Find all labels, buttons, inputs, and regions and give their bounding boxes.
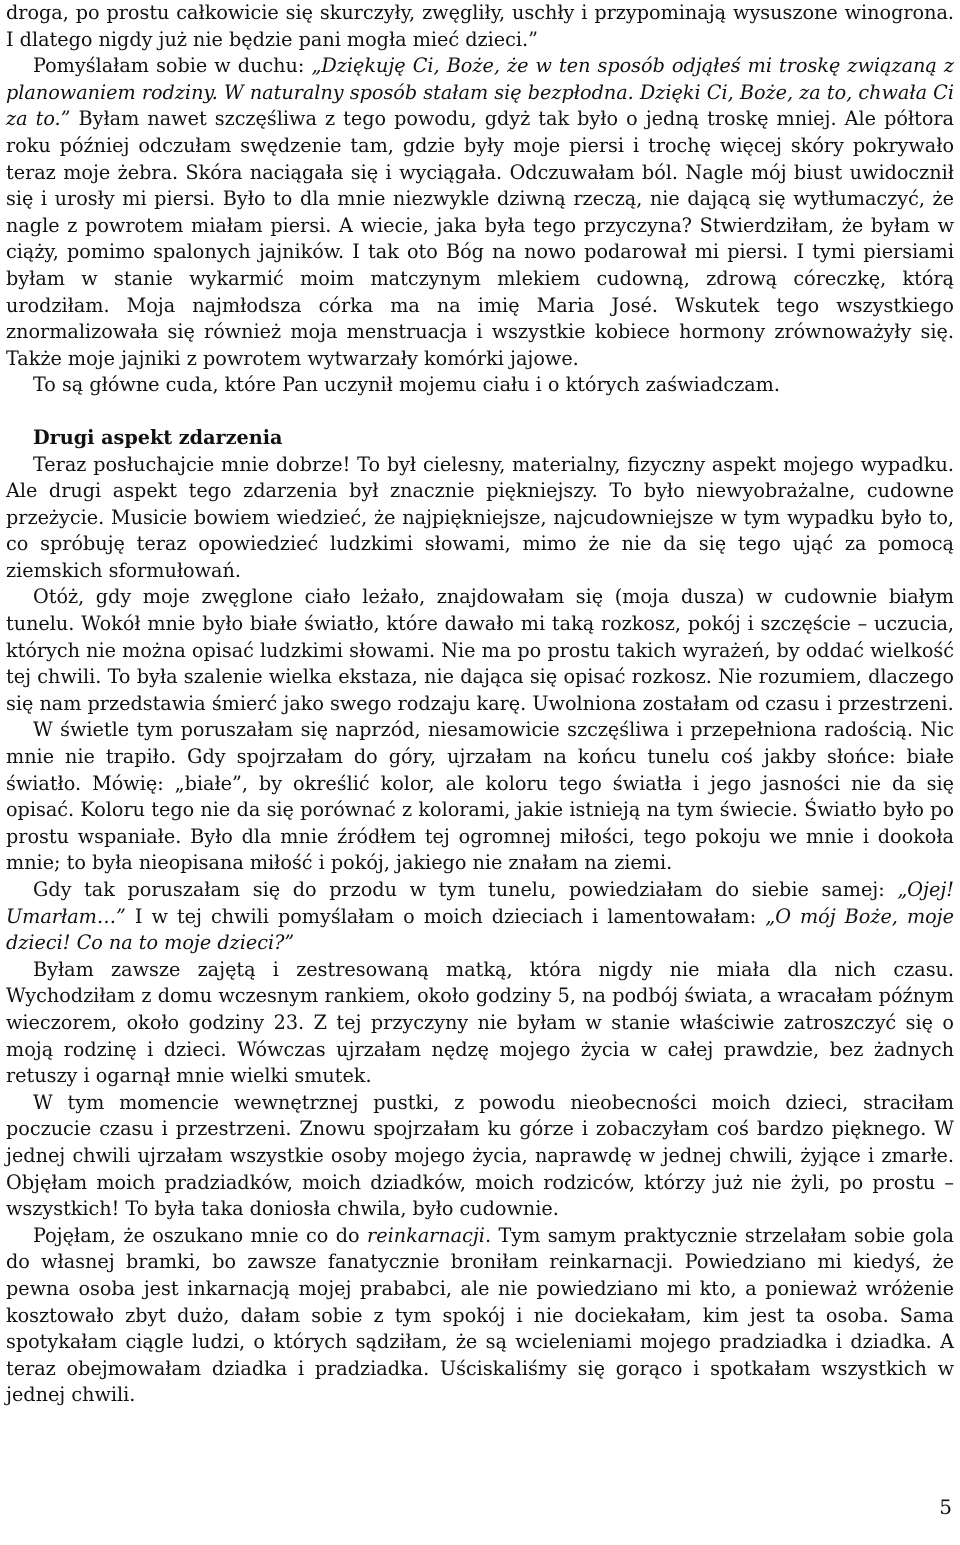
document-page (6, 0, 954, 1409)
paragraph-9-text-c: . Tym samym praktycznie strzelałam sobie gola do własnej bramki, bo zawsze fanatycznie broniłam reinkarnacji. Powiedziano mi kiedyś, że pewna osoba jest inkarnacją mojej prababci, ale nie powiedziano mi kto, a ponieważ wróżenie kosztowało zbyt dużo, dałam sobie z tym spokój i nie dociekałam, kim jest ta osoba. Sama spotykałam ciągle ludzi, o których sądziłam, że są wcieleniami mojego pradziadka i dziadka. A teraz obejmowałam dziadka i pradziadka. Uściskaliśmy się gorąco i spotkałam wszystkich w jednej chwili. (6, 1223, 954, 1407)
paragraph-1-text-b: Pomyślałam sobie w duchu: (33, 54, 312, 78)
section-heading: Drugi aspekt zdarzenia (33, 425, 283, 449)
paragraph-1-text-a: droga, po prostu całkowicie się skurczyły, zwęgliły, uschły i przypominają wysuszone winogrona. I dlatego nigdy już nie będzie pani mogła mieć dzieci.” (6, 1, 954, 51)
paragraph-6-quote-2: „O mój Boże, moje dzieci! Co na to moje dzieci?” (6, 904, 954, 955)
paragraph-6-quote-1: „Ojej! Umarłam…” (6, 878, 954, 928)
paragraph-1-text-d: Byłam nawet szczęśliwa z tego powodu, gdyż tak było o jedną troskę mniej. Ale półtora roku później odczułam swędzenie tam, gdzie były moje piersi i trochę więcej skóry pokrywało teraz moje żebra. Skóra naciągała się i wyciągała. Odczuwałam ból. Nagle mój biust uwidocznił się i urosły mi piersi. Było to dla mnie niezwykle dziwną rzeczą, nie dającą się wytłumaczyć, że nagle z powrotem miałam piersi. A wiecie, jaka była tego przyczyna? Stwierdziłam, że byłam w ciąży, pomimo spalonych jajników. I tak oto Bóg na nowo podarował mi piersi. I tymi piersiami byłam w stanie wykarmić moim matczynym mlekiem cudowną, zdrową córeczkę, którą urodziłam. Moja najmłodsza córka ma na imię Maria José. Wskutek tego wszystkiego znormalizowała się również moja menstruacja i wszystkie kobiece hormony zrównoważyły się. Także moje jajniki z powrotem wytwarzały komórki jajowe. (6, 107, 955, 370)
paragraph-3: Teraz posłuchajcie mnie dobrze! To był cielesny, materialny, fizyczny aspekt mojego wypadku. Ale drugi aspekt tego zdarzenia był znacznie piękniejszy. To było niewyobrażalne, cudowne przeżycie. Musicie bowiem wiedzieć, że najpiękniejsze, najcudowniejsze w tym wypadku było to, co spróbuję teraz opowiedzieć ludzkimi słowami, mimo że nie da się tego ująć za pomocą ziemskich sformułowań. (6, 452, 954, 582)
paragraph-9-text-a: Pojęłam, że oszukano mnie co do (33, 1223, 368, 1247)
paragraph-6-text-c: I w tej chwili pomyślałam o moich dzieciach i lamentowałam: (125, 904, 766, 928)
paragraph-6-text-a: Gdy tak poruszałam się do przodu w tym tunelu, powiedziałam do siebie samej: (33, 878, 898, 901)
paragraph-2: To są główne cuda, które Pan uczynił mojemu ciału i o których zaświadczam. (33, 373, 780, 397)
paragraph-4: Otóż, gdy moje zwęglone ciało leżało, znajdowałam się (moja dusza) w cudownie białym tunelu. Wokół mnie było białe światło, które dawało mi taką rozkosz, pokój i szczęście – uczucia, których nie można opisać ludzkimi słowami. Nie ma po prostu takich wyrażeń, by oddać wielkość tej chwili. To była szalenie wielka ekstaza, nie dająca się opisać rozkosz. Nie rozumiem, dlaczego się nam przedstawia śmierć jako swego rodzaju karę. Uwolniona zostałam od czasu i przestrzeni. (6, 585, 954, 715)
paragraph-1-quote: „Dziękuję Ci, Boże, że w ten sposób odjąłeś mi troskę związaną z planowaniem rodziny. W naturalny sposób stałam się bezpłodna. Dzięki Ci, Boże, za to, chwała Ci za to.” (6, 54, 954, 131)
paragraph-1 (6, 0, 954, 372)
paragraph-7: Byłam zawsze zajętą i zestresowaną matką, która nigdy nie miała dla nich czasu. Wychodziłam z domu wczesnym rankiem, około godziny 5, na podbój świata, a wracałam późnym wieczorem, około godziny 23. Z tej przyczyny nie byłam w stanie właściwie zatroszczyć się o moją rodzinę i dzieci. Wówczas ujrzałam nędzę mojego życia w całej prawdzie, bez żadnych retuszy i ogarnął mnie wielki smutek. (6, 957, 954, 1088)
paragraph-9 (6, 1223, 954, 1409)
paragraph-9-italic-word: reinkarnacji (367, 1223, 485, 1247)
paragraph-8: W tym momencie wewnętrznej pustki, z powodu nieobecności moich dzieci, straciłam poczucie czasu i przestrzeni. Znowu spojrzałam ku górze i zobaczyłam coś bardzo pięknego. W jednej chwili ujrzałam wszystkie osoby mojego życia, naprawdę w jednej chwili, żyjące i zmarłe. Objęłam moich pradziadków, moich dziadków, moich rodziców, którzy już nie żyli, po prostu – wszystkich! To była taka doniosła chwila, było cudownie. (6, 1090, 954, 1221)
paragraph-6 (6, 877, 954, 957)
paragraph-5: W świetle tym poruszałam się naprzód, niesamowicie szczęśliwa i przepełniona radością. Nic mnie nie trapiło. Gdy spojrzałam do góry, ujrzałam na końcu tunelu coś jakby słońce: białe światło. Mówię: „białe”, by określić kolor, ale koloru tego światła i jego jasności nie da się opisać. Koloru tego nie da się porównać z kolorami, jakie istnieją na tym świecie. Światło było po prostu wspaniałe. Było dla mnie źródłem tej ogromnej miłości, tego pokoju we mnie i dookoła mnie; to była nieopisana miłość i pokój, jakiego nie znałam na ziemi. (6, 718, 954, 875)
page-number: 5 (939, 1495, 952, 1519)
